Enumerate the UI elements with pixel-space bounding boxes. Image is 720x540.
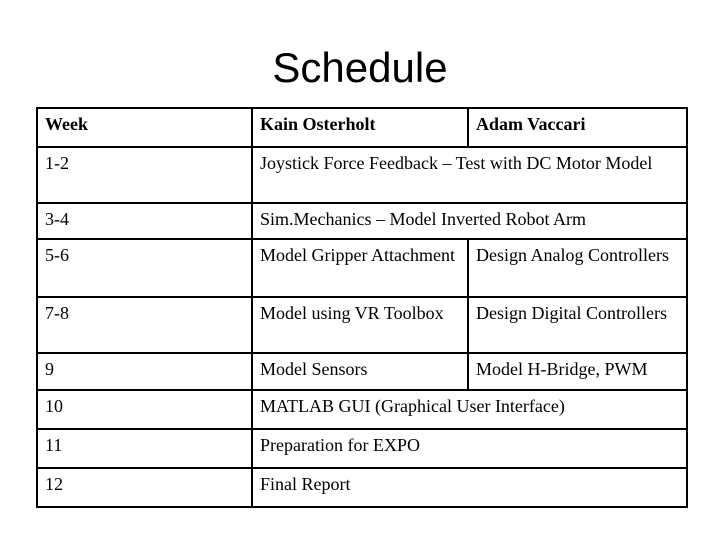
table-row	[37, 429, 687, 468]
week-cell: 9	[37, 353, 252, 390]
week-cell: 10	[37, 390, 252, 429]
task-cell	[252, 429, 687, 468]
task-cell	[252, 203, 687, 239]
adam-task-cell	[468, 297, 687, 353]
page-title: Schedule	[272, 44, 448, 91]
task-text: Model Gripper Attachment	[260, 245, 455, 265]
task-text: MATLAB GUI (Graphical User Interface)	[260, 396, 565, 416]
week-cell: 3-4	[37, 203, 252, 239]
week-cell: 1-2	[37, 147, 252, 203]
task-cell	[252, 147, 687, 203]
task-text: Preparation for EXPO	[260, 435, 420, 455]
adam-task-cell	[468, 353, 687, 390]
task-text: Model Sensors	[260, 359, 368, 379]
task-text: Model using VR Toolbox	[260, 303, 444, 323]
schedule-table	[36, 107, 688, 508]
week-cell: 7-8	[37, 297, 252, 353]
kain-task-cell	[252, 353, 468, 390]
week-cell: 11	[37, 429, 252, 468]
table-row	[37, 390, 687, 429]
kain-task-cell	[252, 239, 468, 297]
table-header-row	[37, 108, 687, 147]
task-text: Joystick Force Feedback – Test with DC Motor Model	[260, 153, 653, 173]
task-cell	[252, 390, 687, 429]
table-row	[37, 239, 687, 297]
table-row	[37, 353, 687, 390]
task-text: Design Digital Controllers	[476, 303, 667, 323]
task-cell	[252, 468, 687, 507]
table-row	[37, 203, 687, 239]
week-cell: 5-6	[37, 239, 252, 297]
week-cell: 12	[37, 468, 252, 507]
kain-task-cell	[252, 297, 468, 353]
task-text: Final Report	[260, 474, 351, 494]
table-row	[37, 297, 687, 353]
task-text: Design Analog Controllers	[476, 245, 669, 265]
table-row	[37, 147, 687, 203]
header-kain-osterholt: Kain Osterholt	[252, 108, 468, 147]
table-row	[37, 468, 687, 507]
header-adam-vaccari: Adam Vaccari	[468, 108, 687, 147]
task-text: Sim.Mechanics – Model Inverted Robot Arm	[260, 209, 586, 229]
task-text: Model H-Bridge, PWM	[476, 359, 648, 379]
adam-task-cell	[468, 239, 687, 297]
header-week: Week	[37, 108, 252, 147]
